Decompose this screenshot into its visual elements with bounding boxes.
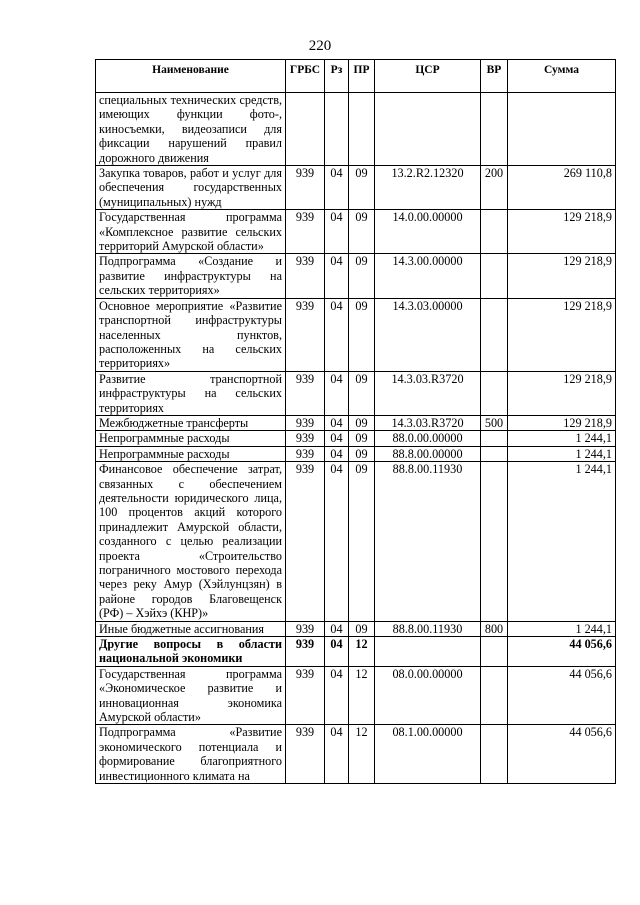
cell-rz: 04 <box>325 666 349 725</box>
cell-csr: 13.2.R2.12320 <box>375 166 481 210</box>
cell-sum: 129 218,9 <box>508 371 616 415</box>
cell-name: Основное мероприятие «Развитие транспортной инфраструктуры населенных пунктов, расположенных на сельских территориях» <box>96 298 286 371</box>
cell-csr: 88.8.00.00000 <box>375 446 481 461</box>
cell-grbs: 939 <box>286 666 325 725</box>
cell-vr <box>481 637 508 667</box>
header-csr: ЦСР <box>375 60 481 93</box>
cell-name: Подпрограмма «Развитие экономического потенциала и формирование благоприятного инвестиционного климата на <box>96 725 286 784</box>
cell-pr: 09 <box>349 462 375 621</box>
cell-name: Непрограммные расходы <box>96 446 286 461</box>
cell-vr <box>481 298 508 371</box>
cell-grbs: 939 <box>286 621 325 636</box>
header-grbs: ГРБС <box>286 60 325 93</box>
cell-rz: 04 <box>325 725 349 784</box>
table-row <box>96 462 616 621</box>
cell-rz: 04 <box>325 166 349 210</box>
cell-rz: 04 <box>325 210 349 254</box>
cell-csr: 88.8.00.11930 <box>375 621 481 636</box>
cell-csr <box>375 93 481 166</box>
cell-csr: 88.8.00.11930 <box>375 462 481 621</box>
cell-sum <box>508 93 616 166</box>
table-row <box>96 415 616 430</box>
cell-vr <box>481 254 508 298</box>
cell-pr: 09 <box>349 446 375 461</box>
table-row <box>96 621 616 636</box>
cell-rz: 04 <box>325 431 349 446</box>
cell-pr: 09 <box>349 621 375 636</box>
cell-rz: 04 <box>325 371 349 415</box>
cell-sum: 44 056,6 <box>508 725 616 784</box>
cell-name: Иные бюджетные ассигнования <box>96 621 286 636</box>
table-row <box>96 666 616 725</box>
table-row <box>96 298 616 371</box>
table-row <box>96 254 616 298</box>
cell-name: Государственная программа «Комплексное развитие сельских территорий Амурской области» <box>96 210 286 254</box>
cell-pr: 09 <box>349 166 375 210</box>
cell-csr: 08.0.00.00000 <box>375 666 481 725</box>
cell-pr: 09 <box>349 431 375 446</box>
cell-sum: 44 056,6 <box>508 666 616 725</box>
cell-grbs: 939 <box>286 254 325 298</box>
cell-sum: 1 244,1 <box>508 446 616 461</box>
cell-rz: 04 <box>325 637 349 667</box>
cell-name: Финансовое обеспечение затрат, связанных с обеспечением деятельности юридического лица, 100 процентов акций которого принадлежит Амурской области, созданного с целью реализации проекта «Строительство пограничного мостового перехода через реку Амур (Хэйлунцзян) в районе городов Благовещенск (РФ) – Хэйхэ (КНР)» <box>96 462 286 621</box>
cell-pr: 12 <box>349 637 375 667</box>
cell-name: Подпрограмма «Создание и развитие инфраструктуры на сельских территориях» <box>96 254 286 298</box>
cell-csr: 14.0.00.00000 <box>375 210 481 254</box>
cell-vr <box>481 725 508 784</box>
cell-csr: 14.3.03.R3720 <box>375 371 481 415</box>
cell-vr: 500 <box>481 415 508 430</box>
cell-grbs: 939 <box>286 166 325 210</box>
cell-sum: 44 056,6 <box>508 637 616 667</box>
cell-vr <box>481 93 508 166</box>
cell-pr: 09 <box>349 415 375 430</box>
header-rz: Рз <box>325 60 349 93</box>
cell-name: Непрограммные расходы <box>96 431 286 446</box>
table-row <box>96 93 616 166</box>
cell-sum: 129 218,9 <box>508 210 616 254</box>
cell-csr: 88.0.00.00000 <box>375 431 481 446</box>
cell-rz: 04 <box>325 446 349 461</box>
header-sum: Сумма <box>508 60 616 93</box>
cell-name: Другие вопросы в области национальной экономики <box>96 637 286 667</box>
cell-vr <box>481 446 508 461</box>
cell-grbs: 939 <box>286 415 325 430</box>
cell-sum: 129 218,9 <box>508 298 616 371</box>
cell-name: Закупка товаров, работ и услуг для обеспечения государственных (муниципальных) нужд <box>96 166 286 210</box>
cell-rz: 04 <box>325 298 349 371</box>
cell-sum: 269 110,8 <box>508 166 616 210</box>
cell-name: Межбюджетные трансферты <box>96 415 286 430</box>
cell-sum: 1 244,1 <box>508 431 616 446</box>
table-header-row <box>96 60 616 93</box>
table-row <box>96 637 616 667</box>
cell-csr <box>375 637 481 667</box>
cell-sum: 129 218,9 <box>508 415 616 430</box>
page-number: 220 <box>308 38 332 54</box>
cell-rz: 04 <box>325 621 349 636</box>
cell-sum: 1 244,1 <box>508 462 616 621</box>
cell-rz: 04 <box>325 462 349 621</box>
header-vr: ВР <box>481 60 508 93</box>
cell-grbs: 939 <box>286 431 325 446</box>
cell-name: Государственная программа «Экономическое развитие и инновационная экономика Амурской области» <box>96 666 286 725</box>
cell-pr: 09 <box>349 371 375 415</box>
cell-vr: 200 <box>481 166 508 210</box>
cell-grbs: 939 <box>286 210 325 254</box>
cell-grbs: 939 <box>286 637 325 667</box>
cell-pr: 09 <box>349 298 375 371</box>
cell-pr: 09 <box>349 210 375 254</box>
cell-vr: 800 <box>481 621 508 636</box>
table-row <box>96 371 616 415</box>
cell-sum: 1 244,1 <box>508 621 616 636</box>
cell-grbs: 939 <box>286 298 325 371</box>
cell-vr <box>481 210 508 254</box>
cell-rz <box>325 93 349 166</box>
cell-grbs <box>286 93 325 166</box>
table-row <box>96 725 616 784</box>
cell-csr: 08.1.00.00000 <box>375 725 481 784</box>
table-row <box>96 210 616 254</box>
cell-vr <box>481 666 508 725</box>
cell-grbs: 939 <box>286 462 325 621</box>
cell-vr <box>481 371 508 415</box>
cell-pr: 09 <box>349 254 375 298</box>
cell-csr: 14.3.00.00000 <box>375 254 481 298</box>
cell-grbs: 939 <box>286 725 325 784</box>
cell-pr: 12 <box>349 725 375 784</box>
cell-grbs: 939 <box>286 446 325 461</box>
cell-sum: 129 218,9 <box>508 254 616 298</box>
cell-rz: 04 <box>325 254 349 298</box>
cell-vr <box>481 431 508 446</box>
cell-name: специальных технических средств, имеющих функции фото-, киносъемки, видеозаписи для фиксации нарушений правил дорожного движения <box>96 93 286 166</box>
header-name: Наименование <box>96 60 286 93</box>
header-pr: ПР <box>349 60 375 93</box>
cell-grbs: 939 <box>286 371 325 415</box>
table-body <box>96 93 616 784</box>
table-row <box>96 446 616 461</box>
cell-pr <box>349 93 375 166</box>
budget-table <box>95 59 616 784</box>
cell-vr <box>481 462 508 621</box>
cell-csr: 14.3.03.R3720 <box>375 415 481 430</box>
cell-name: Развитие транспортной инфраструктуры на сельских территориях <box>96 371 286 415</box>
table-row <box>96 166 616 210</box>
cell-rz: 04 <box>325 415 349 430</box>
table-row <box>96 431 616 446</box>
cell-pr: 12 <box>349 666 375 725</box>
cell-csr: 14.3.03.00000 <box>375 298 481 371</box>
